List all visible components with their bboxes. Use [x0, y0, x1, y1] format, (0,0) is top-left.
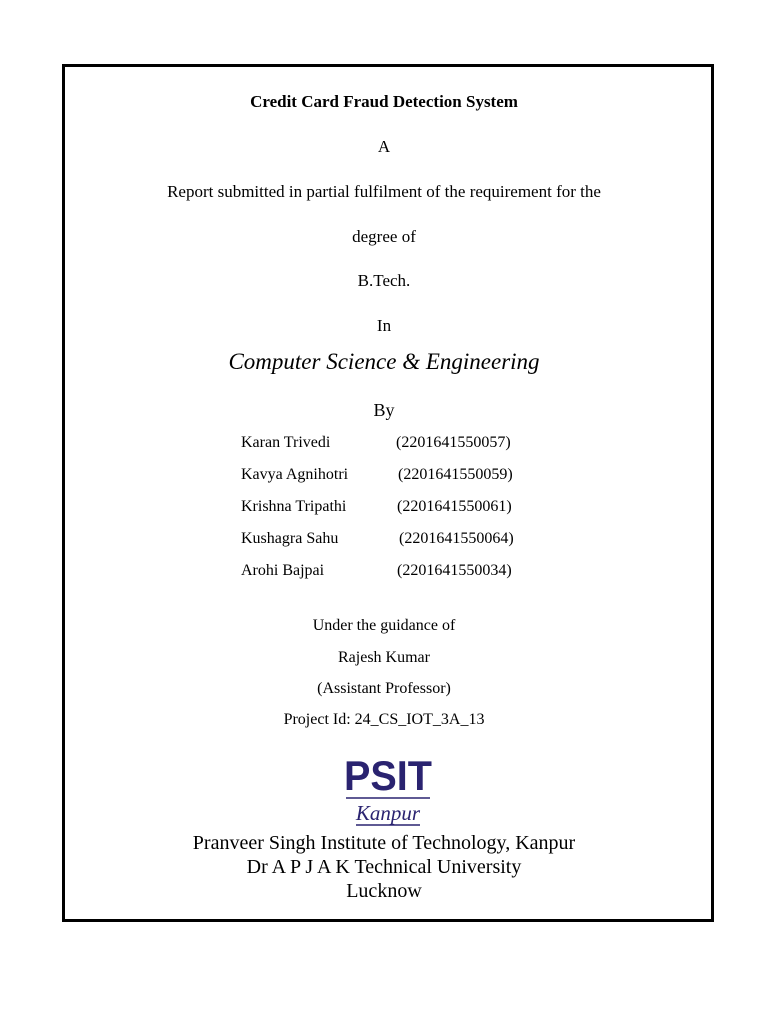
institution-name: Pranveer Singh Institute of Technology, Kanpur [192, 832, 576, 854]
student-roll: (2201641550057) [396, 434, 511, 451]
city-name: Lucknow [346, 880, 422, 902]
student-roll: (2201641550061) [397, 498, 512, 515]
by-text: By [373, 400, 395, 420]
degree-of-text: degree of [352, 227, 416, 246]
university-name: Dr A P J A K Technical University [246, 856, 522, 878]
in-text: In [376, 316, 392, 335]
article-text: A [377, 137, 391, 156]
report-title: Credit Card Fraud Detection System [250, 92, 518, 111]
student-roll: (2201641550064) [399, 530, 514, 547]
degree-name: B.Tech. [357, 271, 411, 290]
student-roll: (2201641550059) [398, 466, 513, 483]
psit-logo [338, 756, 438, 828]
student-name: Arohi Bajpai [241, 562, 325, 579]
student-name: Karan Trivedi [241, 434, 331, 451]
subject-heading: Computer Science & Engineering [228, 349, 540, 374]
logo-main-text: PSIT [344, 756, 433, 799]
student-roll: (2201641550034) [397, 562, 512, 579]
student-name: Kushagra Sahu [241, 530, 339, 547]
guide-name: Rajesh Kumar [338, 649, 430, 666]
student-name: Krishna Tripathi [241, 498, 347, 515]
guidance-label: Under the guidance of [312, 617, 456, 634]
guide-designation: (Assistant Professor) [317, 680, 451, 697]
student-name: Kavya Agnihotri [241, 466, 349, 483]
project-id: Project Id: 24_CS_IOT_3A_13 [283, 711, 485, 728]
logo-sub-text: Kanpur [355, 801, 421, 825]
report-description: Report submitted in partial fulfilment of the requirement for the [167, 182, 601, 201]
